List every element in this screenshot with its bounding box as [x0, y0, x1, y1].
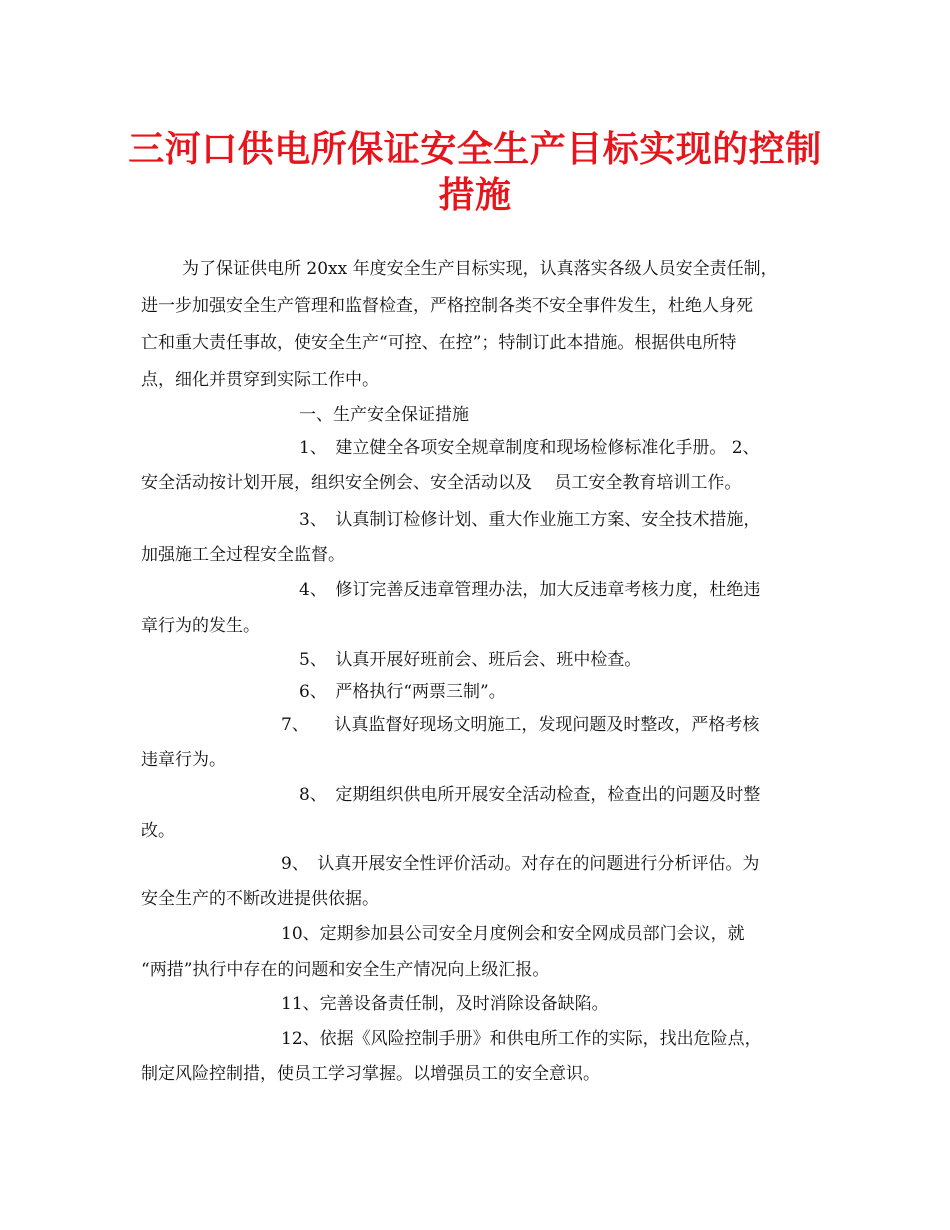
item-line: 安全活动按计划开展，组织安全例会、安全活动以及 员工安全教育培训工作。 — [141, 473, 742, 493]
item-line: 违章行为。 — [141, 750, 226, 770]
item-line: 4、 修订完善反违章管理办法，加大反违章考核力度，杜绝违 — [299, 580, 761, 600]
item-line: 6、 严格执行“两票三制”。 — [299, 682, 506, 702]
item-line: 7、 认真监督好现场文明施工，发现问题及时整改，严格考核 — [281, 715, 760, 735]
item-line: 11、完善设备责任制，及时消除设备缺陷。 — [281, 994, 609, 1014]
document-title-line-1: 三河口供电所保证安全生产目标实现的控制 — [128, 128, 822, 170]
document-title-line-2: 措施 — [438, 174, 512, 216]
item-line: 章行为的发生。 — [141, 616, 260, 636]
intro-line-4: 点，细化并贯穿到实际工作中。 — [141, 370, 379, 390]
item-line: 8、 定期组织供电所开展安全活动检查，检查出的问题及时整 — [299, 785, 761, 805]
intro-line-2: 进一步加强安全生产管理和监督检查，严格控制各类不安全事件发生，杜绝人身死 — [141, 296, 753, 316]
item-line: 改。 — [141, 821, 175, 841]
item-line: 9、 认真开展安全性评价活动。对存在的问题进行分析评估。为 — [281, 854, 760, 874]
intro-line-3: 亡和重大责任事故，使安全生产“可控、在控”；特制订此本措施。根据供电所特 — [141, 333, 737, 353]
item-line: 5、 认真开展好班前会、班后会、班中检查。 — [299, 650, 642, 670]
item-line: 12、依据《风险控制手册》和供电所工作的实际，找出危险点， — [281, 1029, 762, 1049]
item-line: 1、 建立健全各项安全规章制度和现场检修标准化手册。 2、 — [299, 438, 760, 458]
item-line: 10、定期参加县公司安全月度例会和安全网成员部门会议，就 — [281, 924, 745, 944]
intro-line-1: 为了保证供电所 20xx 年度安全生产目标实现，认真落实各级人员安全责任制， — [182, 259, 778, 279]
item-line: 3、 认真制订检修计划、重大作业施工方案、安全技术措施， — [299, 510, 761, 530]
item-line: 制定风险控制措，使员工学习掌握。以增强员工的安全意识。 — [141, 1064, 600, 1084]
item-line: “两措”执行中存在的问题和安全生产情况向上级汇报。 — [141, 960, 550, 980]
item-line: 安全生产的不断改进提供依据。 — [141, 889, 379, 909]
section-heading: 一、生产安全保证措施 — [299, 405, 469, 425]
item-line: 加强施工全过程安全监督。 — [141, 545, 345, 565]
